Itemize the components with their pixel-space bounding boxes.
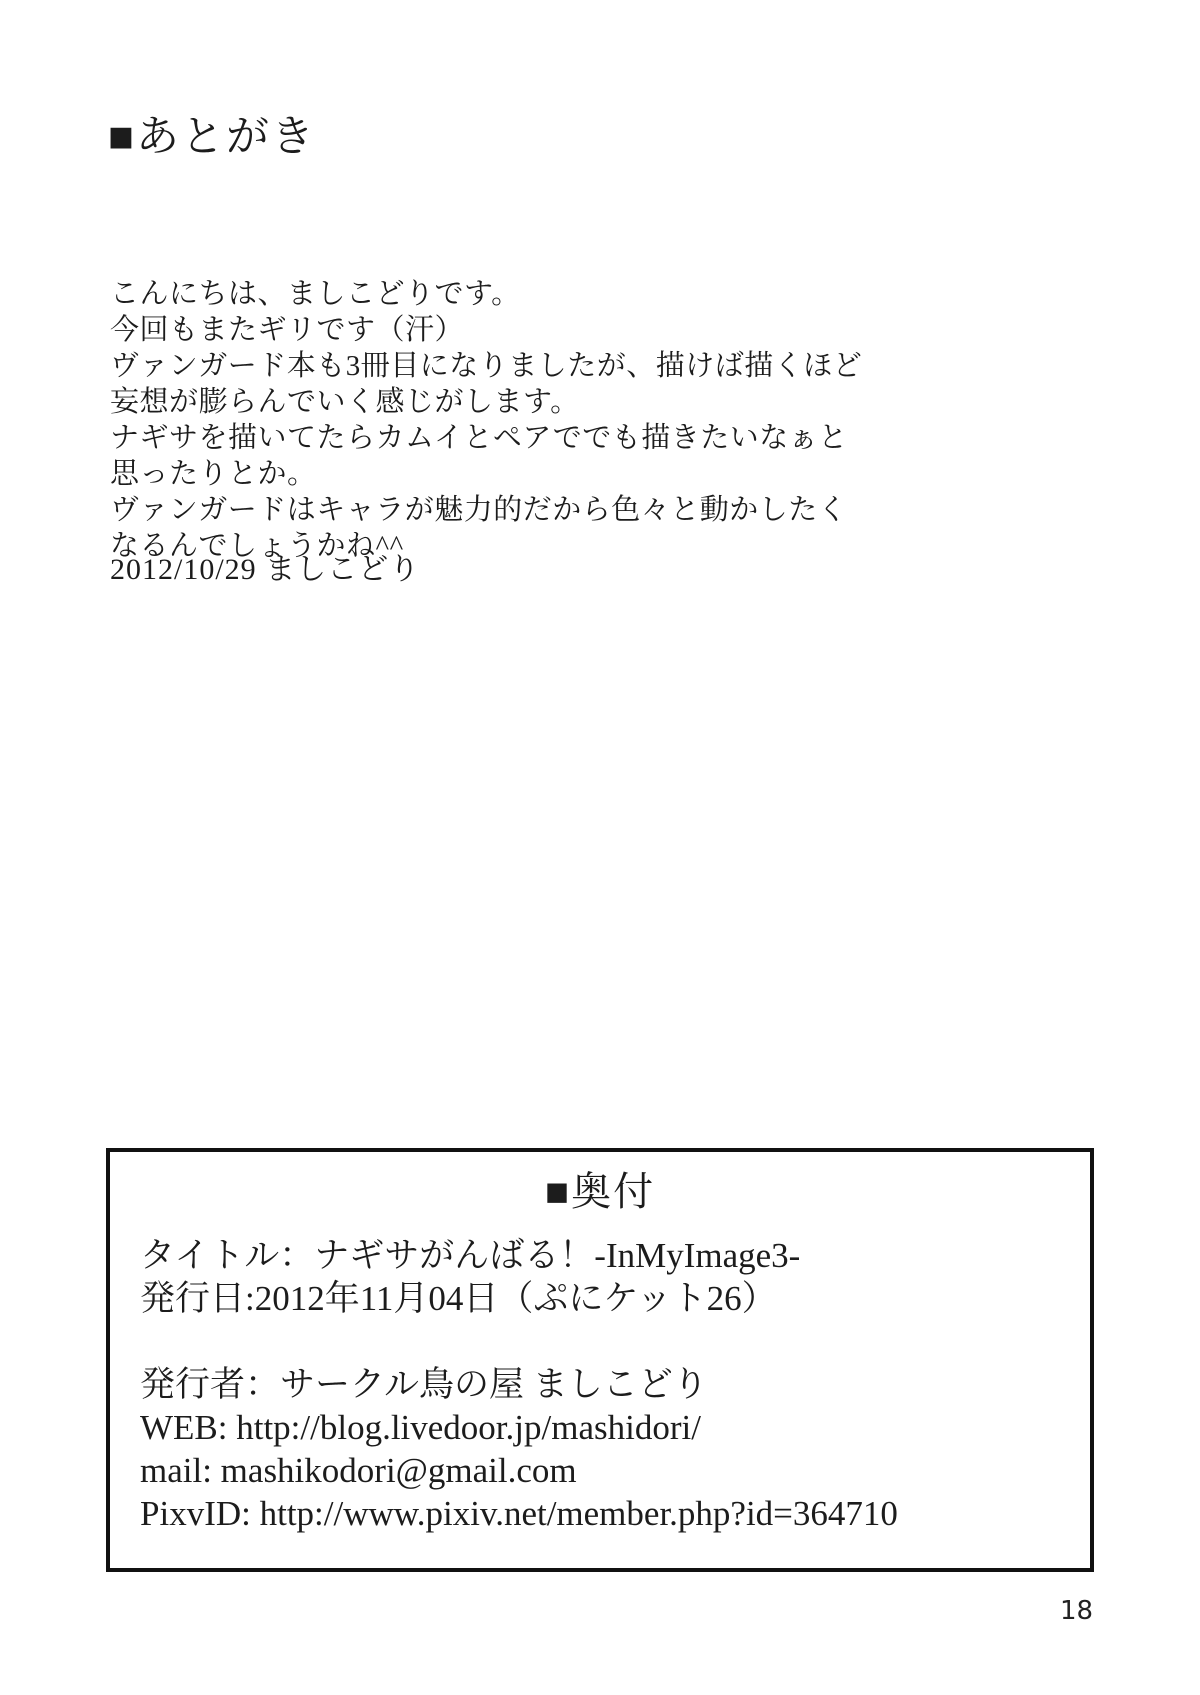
afterword-body-line: ヴァンガード本も3冊目になりましたが、描けば描くほど — [110, 350, 863, 382]
afterword-body-line: なるんでしょうかね^^ — [110, 530, 404, 562]
afterword-body-line: こんにちは、ましこどりです。 — [110, 278, 521, 310]
page-number: 18 — [1060, 1596, 1094, 1626]
afterword-body-text — [110, 276, 870, 564]
colophon-web-line: WEB: http://blog.livedoor.jp/mashidori/ — [140, 1408, 701, 1447]
colophon-details — [140, 1234, 1090, 1535]
colophon-publish-date-line: 発行日:2012年11月04日（ぷにケット26） — [140, 1279, 777, 1318]
afterword-body-line: ヴァンガードはキャラが魅力的だから色々と動かしたく — [110, 494, 848, 526]
colophon-pixiv-line: PixvID: http://www.pixiv.net/member.php?id=364710 — [140, 1494, 898, 1533]
afterword-body-line: ナギサを描いてたらカムイとペアででも描きたいなぁと — [110, 422, 848, 454]
colophon-blank-line — [140, 1320, 1090, 1363]
afterword-body-line: 思ったりとか。 — [110, 458, 317, 490]
afterword-heading: ■あとがき — [108, 114, 316, 161]
colophon-mail-line: mail: mashikodori@gmail.com — [140, 1451, 577, 1490]
colophon-box — [106, 1148, 1094, 1572]
afterword-body-line: 妄想が膨らんでいく感じがします。 — [110, 386, 580, 418]
colophon-heading: ■奥付 — [544, 1169, 656, 1214]
afterword-date-signature: 2012/10/29 ましこどり — [110, 553, 421, 586]
colophon-title-line: タイトル：ナギサがんばる！-InMyImage3- — [140, 1236, 801, 1275]
afterword-body-line: 今回もまたギリです（汗） — [110, 314, 465, 346]
colophon-publisher-line: 発行者：サークル鳥の屋 ましこどり — [140, 1365, 708, 1404]
